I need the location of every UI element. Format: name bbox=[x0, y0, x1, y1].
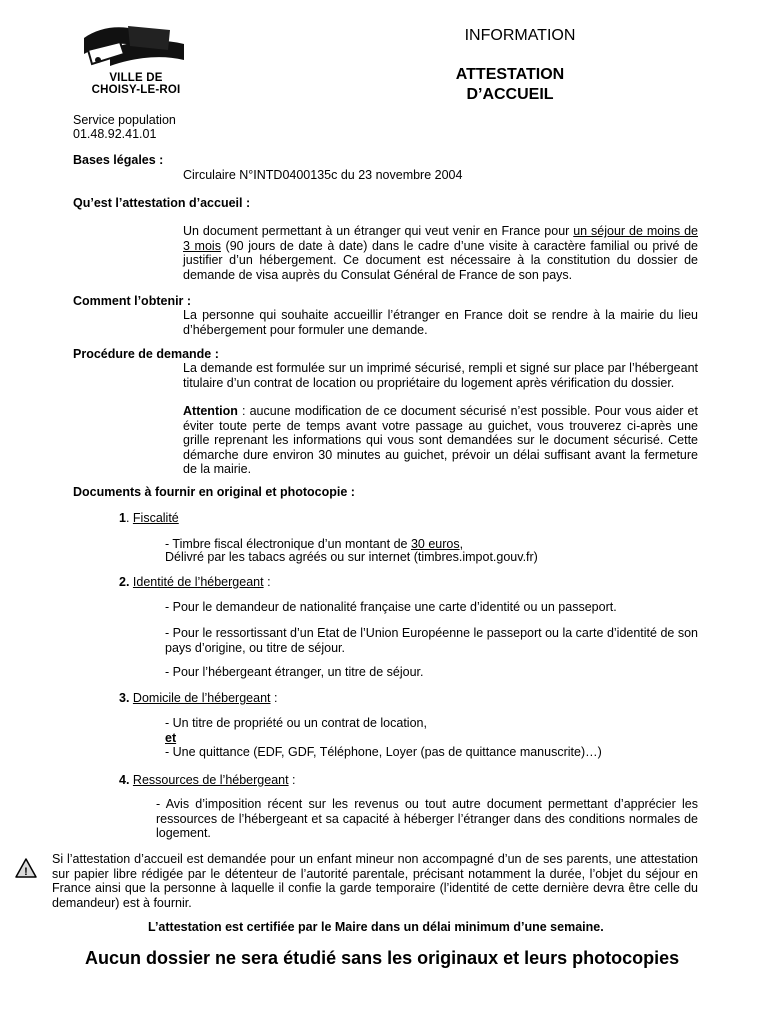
item-2-para-3: - Pour l’hébergeant étranger, un titre de séjour. bbox=[165, 665, 424, 679]
warning-glyph: ! bbox=[24, 866, 28, 878]
item-4-number: 4. bbox=[119, 773, 130, 787]
obtenir-text: La personne qui souhaite accueillir l’étranger en France doit se rendre à la mairie du lieu d’hébergement pour formuler une demande. bbox=[183, 308, 698, 337]
item-1-line-1-before: - Timbre fiscal électronique d’un montant de bbox=[165, 537, 411, 551]
procedure-text-2 bbox=[183, 404, 698, 477]
documents-heading: Documents à fournir en original et photocopie : bbox=[73, 485, 355, 499]
item-1-line-2: Délivré par les tabacs agréés ou sur internet (timbres.impot.gouv.fr) bbox=[165, 550, 538, 564]
city-logo bbox=[80, 20, 192, 100]
item-2-colon: : bbox=[263, 575, 271, 589]
procedure-heading: Procédure de demande : bbox=[73, 347, 219, 361]
logo-line-1: VILLE DE bbox=[109, 72, 163, 84]
title-line-1: ATTESTATION bbox=[455, 66, 565, 83]
logo-line-2: CHOISY-LE-ROI bbox=[91, 84, 181, 96]
warning-triangle-icon bbox=[14, 857, 38, 879]
quoi-text-after: (90 jours de date à date) dans le cadre d’une visite à caractère familial ou privé de justifier d’un hébergement. Ce document est nécessaire à la constitution du dossier de demande de visa auprès du Consulat Général de France de son pays. bbox=[183, 238, 698, 282]
city-logo-graphic bbox=[80, 20, 192, 72]
quoi-text bbox=[183, 224, 698, 282]
item-4-title-text: Ressources de l’hébergeant bbox=[132, 773, 289, 787]
document-item-3-title bbox=[119, 691, 277, 706]
bases-text: Circulaire N°INTD0400135c du 23 novembre 2004 bbox=[183, 168, 463, 182]
item-3-colon: : bbox=[270, 691, 278, 705]
service-name: Service population bbox=[73, 113, 176, 127]
item-1-amount: 30 euros bbox=[410, 537, 460, 551]
item-1-number: 1 bbox=[119, 511, 126, 525]
item-2-title-text: Identité de l’hébergeant bbox=[132, 575, 264, 589]
item-4-colon: : bbox=[288, 773, 296, 787]
item-4-para-1: - Avis d’imposition récent sur les revenus ou tout autre document permettant d’apprécier les ressources de l’hébergeant et sa capacité à héberger l’étranger dans des conditions normales de logement. bbox=[156, 797, 698, 840]
document-item-2-title bbox=[119, 575, 271, 590]
warning-text: Si l’attestation d’accueil est demandée pour un enfant mineur non accompagné d’un de ses parents, une attestation sur papier libre rédigée par le détenteur de l’autorité parentale, précisant notamment la durée, l’objet du séjour en France ainsi que la personne à laquelle il confie la garde temporaire (l’identité de cette dernière devra être celle du demandeur) est à fournir. bbox=[52, 852, 698, 910]
item-2-para-1: - Pour le demandeur de nationalité française une carte d’identité ou un passeport. bbox=[165, 600, 617, 614]
title-line-2: D’ACCUEIL bbox=[466, 86, 554, 103]
quoi-text-before: Un document permettant à un étranger qui veut venir en France pour bbox=[183, 224, 574, 238]
item-2-para-2: - Pour le ressortissant d’un Etat de l’Union Européenne le passeport ou la carte d’identité de son pays d’origine, ou titre de séjour. bbox=[165, 626, 698, 655]
obtenir-heading: Comment l’obtenir : bbox=[73, 294, 192, 308]
item-3-title-text: Domicile de l’hébergeant bbox=[132, 691, 271, 705]
procedure-text-1: La demande est formulée sur un imprimé sécurisé, rempli et signé sur place par l’hébergeant titulaire d’un contrat de location ou propriétaire du logement après vérification du dossier. bbox=[183, 361, 698, 390]
certified-note: L’attestation est certifiée par le Maire dans un délai minimum d’une semaine. bbox=[148, 920, 604, 934]
final-note: Aucun dossier ne sera étudié sans les originaux et leurs photocopies bbox=[85, 948, 680, 968]
document-item-4-title bbox=[119, 773, 296, 788]
document-item-1-title bbox=[119, 511, 179, 526]
item-3-number: 3. bbox=[119, 691, 130, 705]
item-1-separator: . bbox=[125, 511, 133, 525]
quoi-heading: Qu’est l’attestation d’accueil : bbox=[73, 196, 251, 210]
quoi-text-underlined: un séjour de moins de 3 mois bbox=[183, 224, 698, 253]
item-3-para-1: - Un titre de propriété ou un contrat de location, bbox=[165, 716, 427, 730]
procedure-text-2-body: : aucune modification de ce document sécurisé n’est possible. Pour vous aider et éviter toute perte de temps avant votre passage au guichet, vous trouverez ci-après une grille reprenant les informations qui vous sont demandées sur le document sécurisé. Cette démarche dure environ 30 minutes au guichet, prévoir un délai suffisant avant la fermeture de la mairie. bbox=[183, 404, 698, 476]
information-label: INFORMATION bbox=[464, 27, 576, 44]
item-3-para-2: - Une quittance (EDF, GDF, Téléphone, Loyer (pas de quittance manuscrite)…) bbox=[165, 745, 602, 759]
item-1-line-1-after: , bbox=[459, 537, 464, 551]
bases-heading: Bases légales : bbox=[73, 153, 164, 167]
item-1-title-text: Fiscalité bbox=[132, 511, 179, 525]
service-phone: 01.48.92.41.01 bbox=[73, 127, 157, 141]
attention-label: Attention bbox=[183, 404, 238, 418]
item-2-number: 2. bbox=[119, 575, 130, 589]
item-3-et: et bbox=[165, 731, 177, 745]
